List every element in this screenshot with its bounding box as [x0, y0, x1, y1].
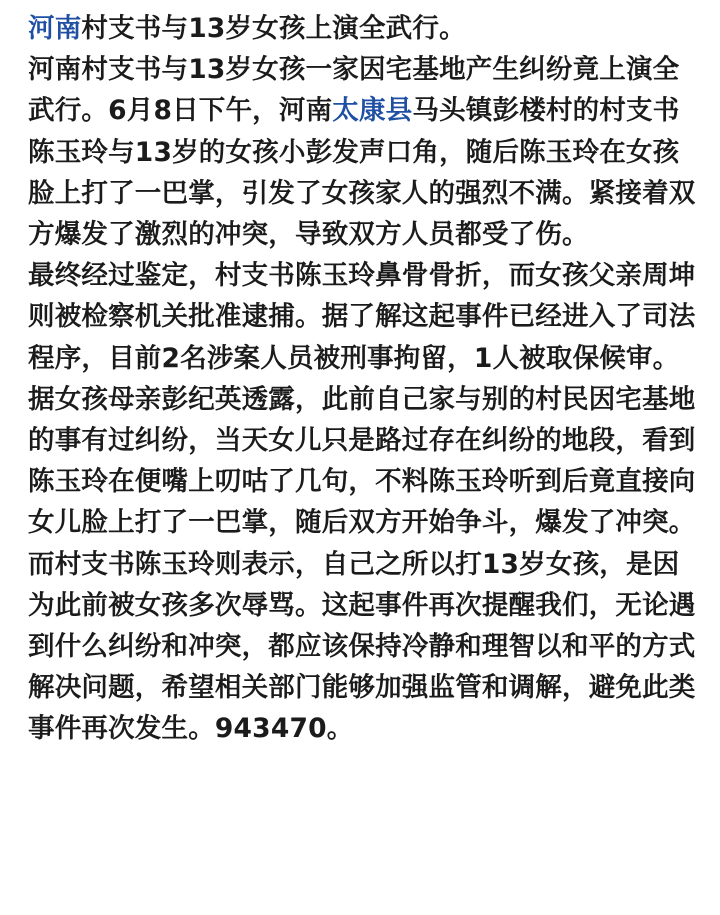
paragraph-2: 最终经过鉴定，村支书陈玉玲鼻骨骨折，而女孩父亲周坤则被检察机关批准逮捕。据了解这起事件已经进入了司法程序，目前2名涉案人员被刑事拘留，1人被取保候审。 [28, 260, 696, 374]
henan-link[interactable]: 河南 [28, 13, 82, 44]
taikang-county-link[interactable]: 太康县 [332, 95, 413, 127]
paragraph-4: 而村支书陈玉玲则表示，自己之所以打13岁女孩，是因为此前被女孩多次辱骂。这起事件再次提醒我们，无论遇到什么纠纷和冲突，都应该保持冷静和理智以和平的方式解决问题，希望相关部门能够加强监管和调解，避免此类事件再次发生。943470。 [28, 548, 696, 745]
article-body [28, 8, 698, 750]
paragraph-1-part-1: 河南村支书与13岁女孩一家因宅基地产生纠纷竟上演全武行。6月8日下午，河南 [28, 54, 680, 127]
article-title [28, 8, 698, 49]
article-title-text: 村支书与13岁女孩上演全武行。 [81, 13, 466, 44]
paragraph-1-part-2: 马头镇彭楼村的村支书陈玉玲与13岁的女孩小彭发声口角，随后陈玉玲在女孩脸上打了一巴掌，引发了女孩家人的强烈不满。紧接着双方爆发了激烈的冲突，导致双方人员都受了伤。 [28, 95, 696, 251]
paragraph-1 [28, 49, 698, 255]
paragraph-3: 据女孩母亲彭纪英透露，此前自己家与别的村民因宅基地的事有过纠纷，当天女儿只是路过存在纠纷的地段，看到陈玉玲在便嘴上叨咕了几句，不料陈玉玲听到后竟直接向女儿脸上打了一巴掌，随后双方开始争斗，爆发了冲突。 [28, 383, 696, 539]
